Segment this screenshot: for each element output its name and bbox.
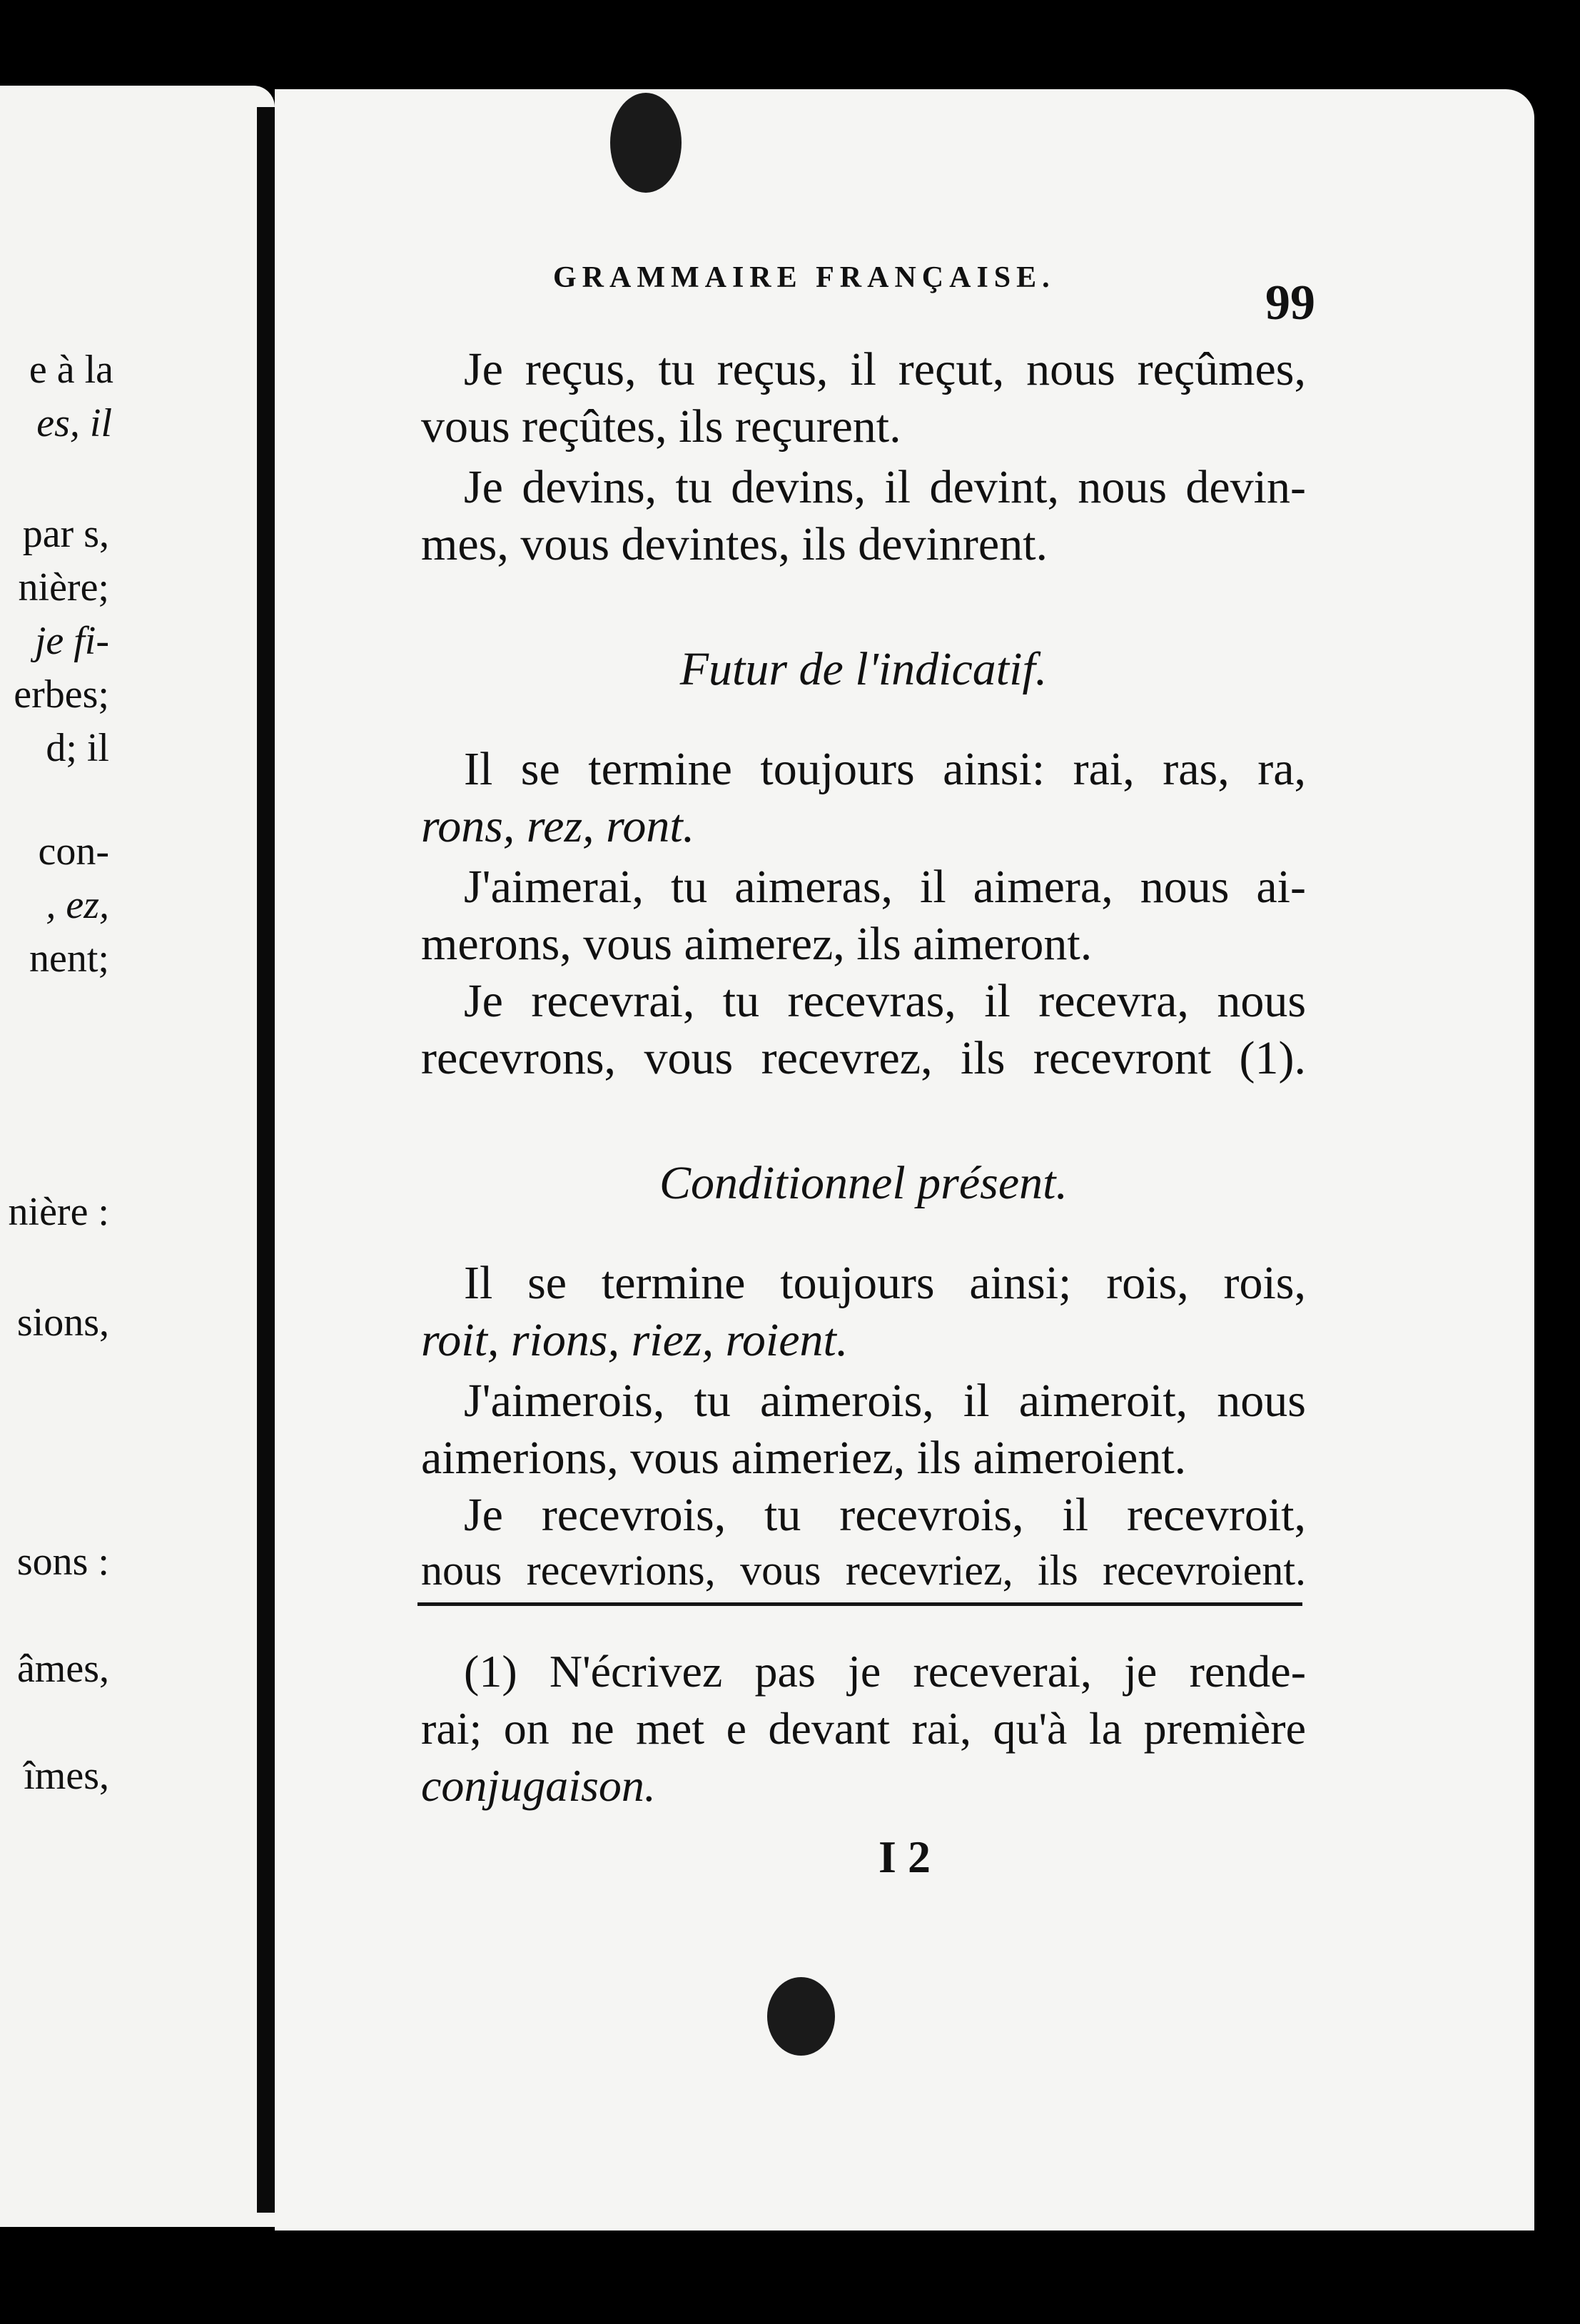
- section-heading: Futur de l'indicatif.: [679, 643, 1048, 695]
- footnote-line: (1) N'écrivez pas je receverai, je rende-: [464, 1646, 1306, 1697]
- left-fragment: nent;: [29, 936, 109, 981]
- left-fragment: , ez,: [46, 883, 109, 927]
- left-fragment: es, il: [36, 401, 112, 445]
- text-line: aimerions, vous aimeriez, ils aimeroient.: [421, 1432, 1187, 1484]
- footnote-line: rai; on ne met e devant rai, qu'à la première: [421, 1703, 1306, 1754]
- text-line: recevrons, vous recevrez, ils recevront (1).: [421, 1032, 1306, 1084]
- left-fragment: nière :: [8, 1190, 109, 1234]
- section-heading: Conditionnel présent.: [659, 1157, 1068, 1209]
- text-line: rons, rez, ront.: [421, 800, 695, 852]
- previous-page-fragment: [0, 86, 275, 2227]
- text-line: roit, rions, riez, roient.: [421, 1314, 849, 1366]
- text-line: merons, vous aimerez, ils aimeront.: [421, 918, 1093, 970]
- book-gutter: [257, 107, 275, 2213]
- book-page: [275, 89, 1534, 2230]
- left-fragment: sons :: [16, 1540, 109, 1584]
- signature-mark: I 2: [878, 1832, 931, 1882]
- left-fragment: d; il: [46, 726, 109, 770]
- left-fragment: je fi-: [34, 619, 109, 663]
- text-line: nous recevrions, vous recevriez, ils recevroient.: [421, 1547, 1306, 1594]
- text-line: mes, vous devintes, ils devinrent.: [421, 518, 1048, 570]
- text-line: Je recevrois, tu recevrois, il recevroit,: [464, 1489, 1306, 1541]
- running-head: GRAMMAIRE FRANÇAISE.: [553, 261, 1055, 294]
- text-line: Je devins, tu devins, il devint, nous devin-: [464, 461, 1306, 513]
- left-fragment: erbes;: [14, 672, 109, 717]
- footnote-line: conjugaison.: [421, 1760, 656, 1811]
- ink-blot: [610, 93, 682, 193]
- left-fragment: sions,: [16, 1300, 109, 1345]
- left-fragment: nière;: [18, 565, 109, 610]
- page-number: 99: [1265, 276, 1315, 330]
- text-line: Je recevrai, tu recevras, il recevra, nous: [464, 975, 1306, 1027]
- text-line: vous reçûtes, ils reçurent.: [421, 400, 901, 453]
- left-fragment: con-: [38, 829, 109, 874]
- left-fragment: îmes,: [24, 1754, 109, 1798]
- ink-blot: [767, 1977, 835, 2056]
- text-line: Je reçus, tu reçus, il reçut, nous reçûmes,: [464, 343, 1306, 395]
- text-line: Il se termine toujours ainsi: rai, ras, ra,: [464, 743, 1306, 795]
- left-fragment: âmes,: [16, 1647, 109, 1691]
- text-line: Il se termine toujours ainsi; rois, rois,: [464, 1257, 1306, 1309]
- left-fragment: par s,: [22, 512, 109, 556]
- text-line: J'aimerai, tu aimeras, il aimera, nous ai-: [464, 861, 1306, 913]
- footnote-rule: [417, 1602, 1302, 1606]
- text-line: J'aimerois, tu aimerois, il aimeroit, nous: [464, 1375, 1306, 1427]
- left-fragment: e à la: [29, 348, 113, 392]
